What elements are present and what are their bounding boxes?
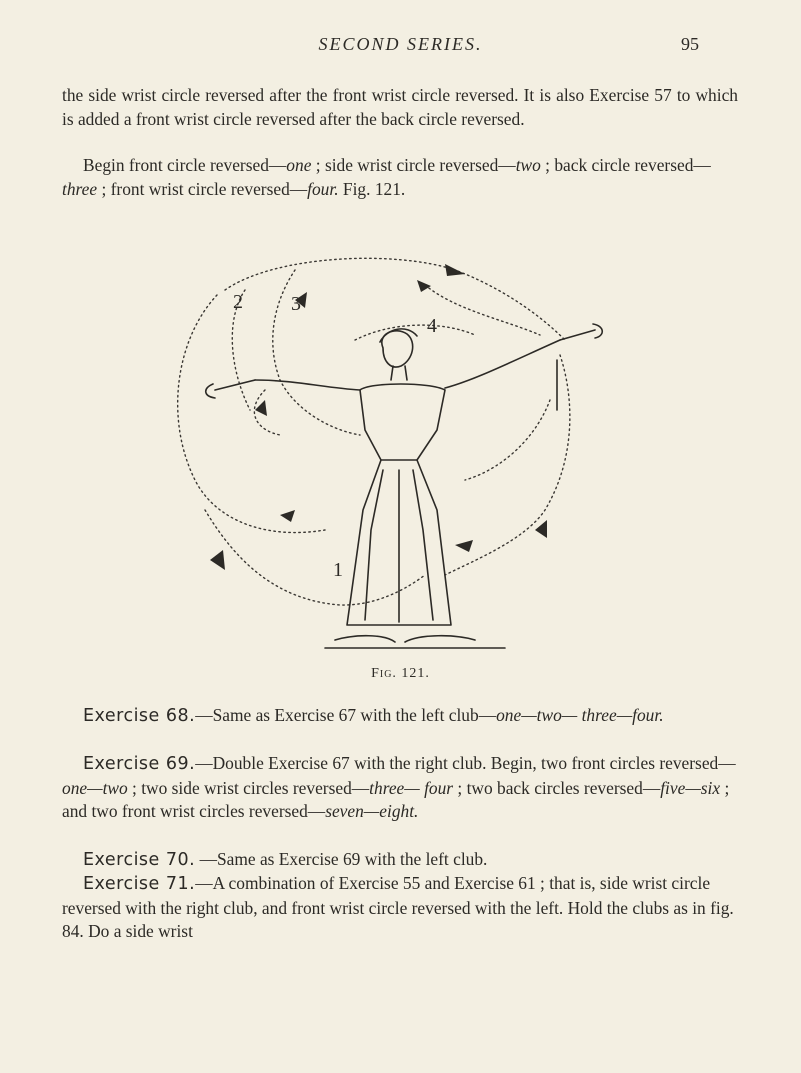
arrowhead-right-lower bbox=[535, 520, 547, 538]
arrowhead-bottom-mid bbox=[280, 510, 295, 522]
inner-arc-3 bbox=[273, 270, 360, 435]
arrowhead-right-mid bbox=[455, 540, 473, 552]
text-run: Begin front circle reversed— bbox=[83, 155, 287, 175]
exercise-heading: Exercise 69. bbox=[83, 754, 196, 774]
right-arm bbox=[445, 340, 560, 388]
figure-number-4: 4 bbox=[427, 315, 437, 337]
figure-caption: Fig. 121. bbox=[371, 666, 430, 681]
figure-number-3: 3 bbox=[291, 293, 301, 315]
text-run: ; two side wrist circles reversed— bbox=[127, 777, 370, 798]
exercise-71 bbox=[62, 872, 738, 944]
exercise-69 bbox=[62, 752, 738, 824]
count-run: five—six bbox=[660, 777, 721, 798]
bodice bbox=[360, 384, 445, 460]
text-run: ; two back circles reversed— bbox=[453, 777, 661, 798]
text-run: —Double Exercise 67 with the right club. Begin, two front circles reversed— bbox=[195, 753, 736, 773]
figure-reference: Fig. 121. bbox=[338, 178, 406, 199]
exercise-heading: Exercise 71. bbox=[83, 874, 196, 894]
count-run: three— four bbox=[369, 777, 454, 798]
running-title: SECOND SERIES. bbox=[318, 34, 483, 54]
inner-arc-right bbox=[425, 285, 540, 335]
exercise-heading: Exercise 70. bbox=[83, 850, 196, 870]
figure-number-2: 2 bbox=[233, 291, 243, 313]
arrowhead-upper-right bbox=[417, 280, 431, 292]
text-run: —A combination of Exercise 55 and Exercise 61 ; that is, side wrist circle reversed with the right club, and front wrist circle reversed with the left. Hold the clubs as in fig. 84. Do a side wrist bbox=[62, 873, 734, 942]
wrist-arc bbox=[254, 390, 280, 435]
count-run: one—two bbox=[62, 777, 128, 798]
feet bbox=[335, 636, 475, 642]
club-arc-mid bbox=[355, 325, 475, 340]
right-club bbox=[560, 324, 602, 340]
exercise-70 bbox=[62, 848, 738, 873]
page-header bbox=[0, 34, 801, 58]
text-run: ; back circle reversed— bbox=[540, 155, 711, 175]
count-four: four. bbox=[307, 178, 339, 199]
count-three: three bbox=[62, 178, 98, 199]
neck bbox=[391, 366, 407, 380]
count-one: one bbox=[286, 155, 312, 175]
text-run: —Same as Exercise 67 with the left club— bbox=[195, 705, 497, 725]
figure-number-1: 1 bbox=[333, 559, 343, 581]
count-run: seven—eight. bbox=[325, 801, 419, 822]
text-run: —Same as Exercise 69 with the left club. bbox=[195, 849, 488, 869]
count-two: two bbox=[515, 155, 541, 175]
text-run: ; side wrist circle reversed— bbox=[311, 155, 516, 175]
left-arc-path bbox=[178, 295, 325, 533]
skirt-fold-left bbox=[365, 470, 383, 620]
exercise-68 bbox=[62, 704, 738, 729]
count-run: one—two— three—four. bbox=[496, 705, 664, 725]
head-shape bbox=[382, 331, 413, 367]
intro-paragraph: the side wrist circle reversed after the front wrist circle reversed. It is also Exercise 57 to which is added a front wrist circle reversed after the back circle reversed. bbox=[62, 85, 738, 129]
arrowhead-top bbox=[445, 264, 465, 276]
arrowhead-bottom-left bbox=[210, 550, 225, 570]
intro-sequence-paragraph bbox=[62, 154, 738, 201]
left-club bbox=[206, 380, 255, 398]
lower-arc-path bbox=[205, 510, 425, 605]
figure-121-illustration bbox=[155, 230, 605, 662]
right-arc-path bbox=[445, 355, 570, 575]
right-wrist-arc bbox=[465, 400, 550, 480]
left-arm bbox=[255, 380, 360, 390]
text-run: ; front wrist circle reversed— bbox=[97, 178, 308, 199]
exercise-heading: Exercise 68. bbox=[83, 706, 196, 726]
text-run: ; and two front wrist circles reversed— bbox=[62, 777, 730, 822]
page-number: 95 bbox=[681, 34, 699, 54]
